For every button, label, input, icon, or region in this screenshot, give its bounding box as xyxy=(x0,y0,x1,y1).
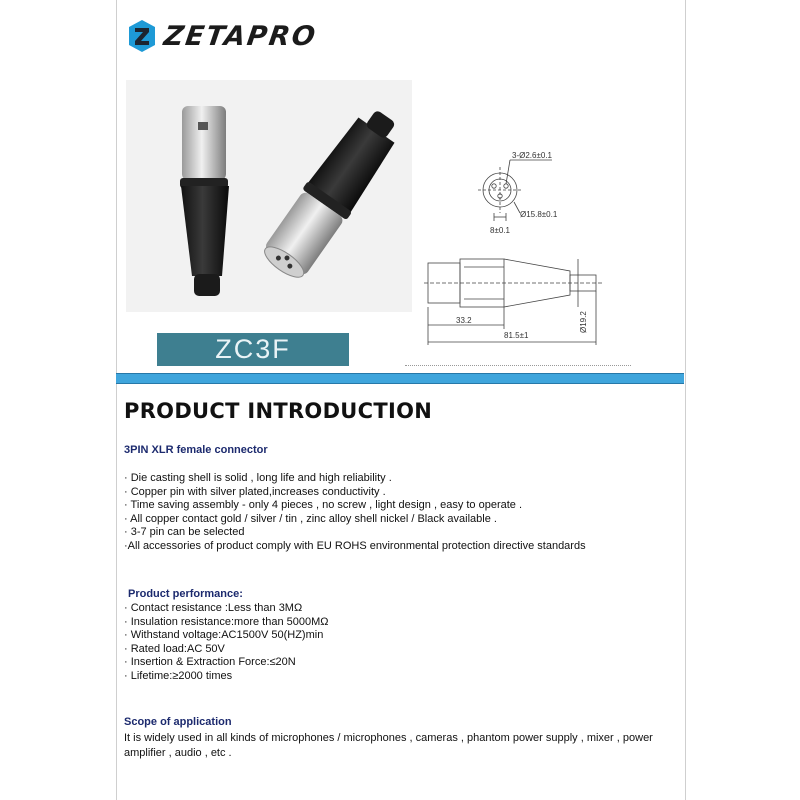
connector-tilted xyxy=(257,101,408,285)
brand-name: ZETAPRO xyxy=(161,20,319,52)
feature-item: · All copper contact gold / silver / tin , zinc alloy shell nickel / Black available . xyxy=(124,512,497,525)
dim-pin-spacing: 8±0.1 xyxy=(490,226,510,235)
dim-body-length: 33.2 xyxy=(456,316,472,325)
performance-item: · Contact resistance :Less than 3MΩ xyxy=(124,602,303,614)
dim-pin-hole: 3-Ø2.6±0.1 xyxy=(512,151,552,160)
model-label: ZC3F xyxy=(157,333,349,366)
section-band xyxy=(116,373,684,384)
feature-item: ·All accessories of product comply with EU ROHS environmental protection directive standards xyxy=(124,539,586,552)
connector-upright xyxy=(180,106,229,296)
technical-drawing xyxy=(420,145,635,355)
feature-item: · 3-7 pin can be selected xyxy=(124,526,245,539)
section-heading: PRODUCT INTRODUCTION xyxy=(124,399,433,423)
scope-title: Scope of application xyxy=(124,716,232,728)
drawing-separator xyxy=(405,365,631,366)
performance-item: · Insertion & Extraction Force:≤20N xyxy=(124,656,296,669)
product-photo xyxy=(126,80,412,312)
performance-item: · Withstand voltage:AC1500V 50(HZ)min xyxy=(124,629,324,642)
performance-item: · Rated load:AC 50V xyxy=(124,642,225,655)
performance-list xyxy=(124,602,329,684)
dim-diameter: Ø19.2 xyxy=(579,311,588,333)
performance-title: Product performance: xyxy=(128,588,243,600)
product-subtitle: 3PIN XLR female connector xyxy=(124,444,268,456)
dim-total-length: 81.5±1 xyxy=(504,331,529,340)
feature-item: · Time saving assembly - only 4 pieces , no screw , light design , easy to operate . xyxy=(124,499,523,512)
brand-logo xyxy=(128,18,317,54)
performance-item: · Lifetime:≥2000 times xyxy=(124,669,233,682)
scope-text: It is widely used in all kinds of microphones / microphones , cameras , phantom power supply , mixer , power amplifier , audio , etc . xyxy=(124,732,653,759)
zetapro-z-icon xyxy=(128,19,156,53)
performance-item: · Insulation resistance:more than 5000MΩ xyxy=(124,615,329,628)
dim-pin-circle: Ø15.8±0.1 xyxy=(520,210,558,219)
feature-item: · Die casting shell is solid , long life and high reliability . xyxy=(124,472,392,484)
feature-list xyxy=(124,472,586,554)
feature-item: · Copper pin with silver plated,increases conductivity . xyxy=(124,485,386,498)
